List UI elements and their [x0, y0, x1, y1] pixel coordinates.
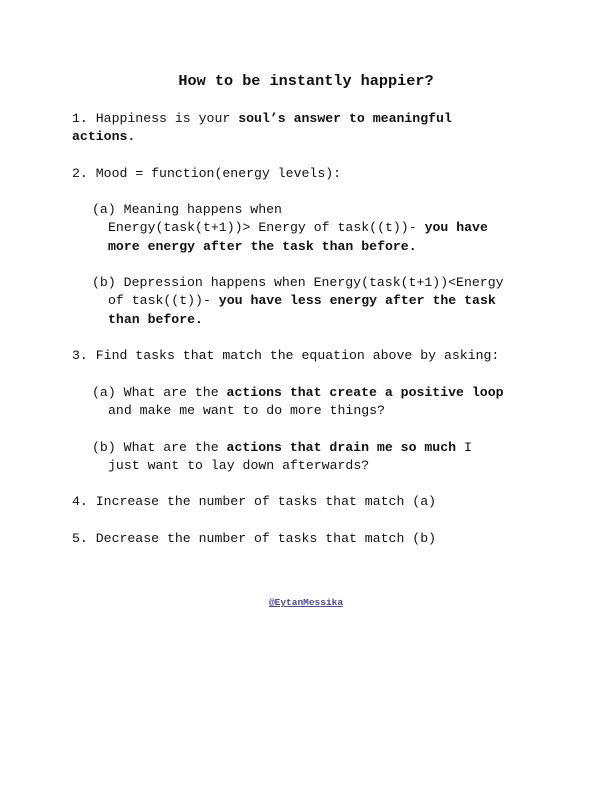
item-3a-cont: and make me want to do more things? [108, 403, 385, 419]
item-3a-text: (a) What are the [92, 385, 227, 400]
item-3a [92, 384, 504, 402]
item-4: 4. Increase the number of tasks that match (a) [72, 494, 437, 509]
item-3b-text: (b) What are the [92, 440, 227, 455]
item-3b-emphasis: actions that drain me so much [226, 440, 457, 455]
item-3b-cont: just want to lay down afterwards? [108, 458, 370, 474]
item-1-emphasis: soul’s answer to meaningful [238, 111, 452, 126]
item-2b-emphasis-cont: than before. [108, 311, 203, 327]
item-1-text: 1. Happiness is your [72, 111, 239, 126]
item-3b [92, 439, 472, 457]
item-2a-line1: (a) Meaning happens when [92, 202, 282, 217]
item-1 [72, 110, 452, 147]
item-2b-emphasis: you have less energy after the task [218, 293, 496, 309]
signature [0, 597, 612, 609]
item-2-heading: 2. Mood = function(energy levels): [72, 166, 342, 181]
document-title: How to be instantly happier? [178, 72, 434, 90]
item-2a-emphasis-cont: more energy after the task than before. [108, 238, 417, 254]
item-2a-text: Energy(task(t+1))> Energy of task((t))- [108, 220, 425, 236]
item-1-emphasis-cont: actions. [72, 129, 136, 145]
item-5: 5. Decrease the number of tasks that match (b) [72, 531, 437, 546]
item-3b-tail: I [456, 440, 472, 455]
author-link[interactable]: @EytanMessika [268, 597, 344, 608]
item-3a-emphasis: actions that create a positive loop [226, 385, 504, 400]
item-2b-text: of task((t))- [108, 293, 219, 309]
item-3-heading: 3. Find tasks that match the equation above by asking: [72, 348, 500, 363]
item-2a-cont [108, 219, 488, 256]
item-2a-emphasis: you have [424, 220, 488, 236]
item-2a [92, 201, 282, 219]
item-2b-line1: (b) Depression happens when Energy(task(t+1))<Energy [92, 275, 504, 290]
item-2b [92, 274, 504, 292]
item-2b-cont [108, 292, 496, 329]
